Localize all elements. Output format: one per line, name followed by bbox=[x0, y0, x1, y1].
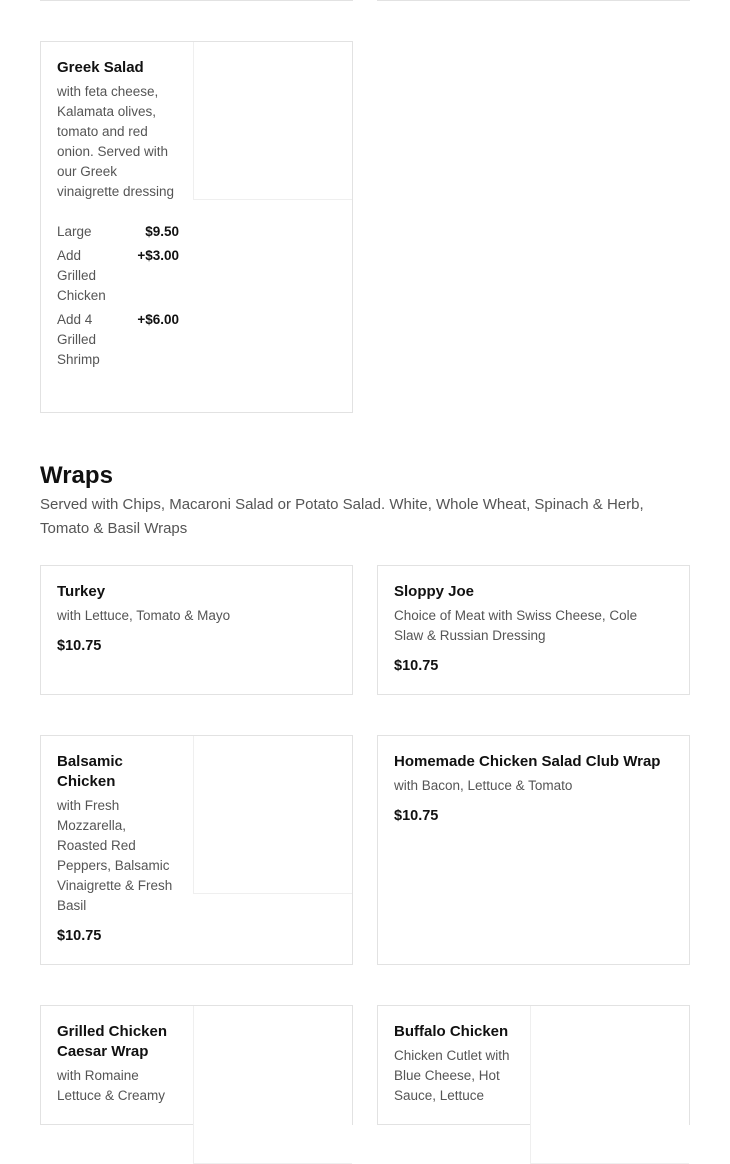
item-name: Sloppy Joe bbox=[394, 583, 475, 600]
menu-item-chicken-salad-club-wrap[interactable] bbox=[377, 735, 690, 965]
option-price: +$6.00 bbox=[137, 312, 179, 327]
option-label: Large bbox=[57, 224, 92, 239]
item-image-placeholder bbox=[193, 736, 352, 894]
menu-item-balsamic-chicken[interactable] bbox=[40, 735, 353, 965]
price-option bbox=[57, 222, 179, 242]
item-name: Balsamic Chicken bbox=[57, 753, 123, 790]
item-price: $10.75 bbox=[57, 638, 102, 654]
menu-item-greek-salad[interactable] bbox=[40, 41, 353, 413]
item-price: $10.75 bbox=[57, 928, 102, 944]
price-option bbox=[57, 246, 179, 306]
item-description: Choice of Meat with Swiss Cheese, Cole Slaw & Russian Dressing bbox=[394, 608, 638, 643]
item-name: Turkey bbox=[57, 583, 106, 600]
option-price: +$3.00 bbox=[137, 248, 179, 263]
item-price: $10.75 bbox=[394, 808, 439, 824]
menu-item-sloppy-joe[interactable] bbox=[377, 565, 690, 695]
menu-item-buffalo-chicken[interactable] bbox=[377, 1005, 690, 1125]
item-description: with feta cheese, Kalamata olives, tomato and red onion. Served with our Greek vinaigrette dressing bbox=[57, 84, 175, 199]
item-name: Grilled Chicken Caesar Wrap bbox=[57, 1023, 168, 1060]
item-image-placeholder bbox=[530, 1006, 689, 1164]
option-label: Add 4 Grilled Shrimp bbox=[57, 312, 100, 367]
item-name: Homemade Chicken Salad Club Wrap bbox=[394, 753, 661, 770]
item-description: with Lettuce, Tomato & Mayo bbox=[57, 608, 231, 623]
item-description: with Bacon, Lettuce & Tomato bbox=[394, 778, 573, 793]
item-description: with Fresh Mozzarella, Roasted Red Peppers, Balsamic Vinaigrette & Fresh Basil bbox=[57, 798, 173, 913]
menu-item-card-partial[interactable] bbox=[40, 0, 353, 1]
section-title: Wraps bbox=[40, 462, 113, 489]
menu-item-grilled-chicken-caesar-wrap[interactable] bbox=[40, 1005, 353, 1125]
option-price: $9.50 bbox=[145, 224, 179, 239]
item-description: with Romaine Lettuce & Creamy bbox=[57, 1068, 166, 1103]
item-description: Chicken Cutlet with Blue Cheese, Hot Sauce, Lettuce bbox=[394, 1048, 510, 1103]
menu-item-turkey[interactable] bbox=[40, 565, 353, 695]
item-name: Buffalo Chicken bbox=[394, 1023, 509, 1040]
section-description: Served with Chips, Macaroni Salad or Potato Salad. White, Whole Wheat, Spinach & Herb, Tomato & Basil Wraps bbox=[40, 496, 644, 537]
option-label: Add Grilled Chicken bbox=[57, 248, 106, 303]
item-price: $10.75 bbox=[394, 658, 439, 674]
price-option bbox=[57, 310, 179, 370]
item-image-placeholder bbox=[193, 42, 352, 200]
item-name: Greek Salad bbox=[57, 59, 144, 76]
menu-item-card-partial[interactable] bbox=[377, 0, 690, 1]
item-image-placeholder bbox=[193, 1006, 352, 1164]
